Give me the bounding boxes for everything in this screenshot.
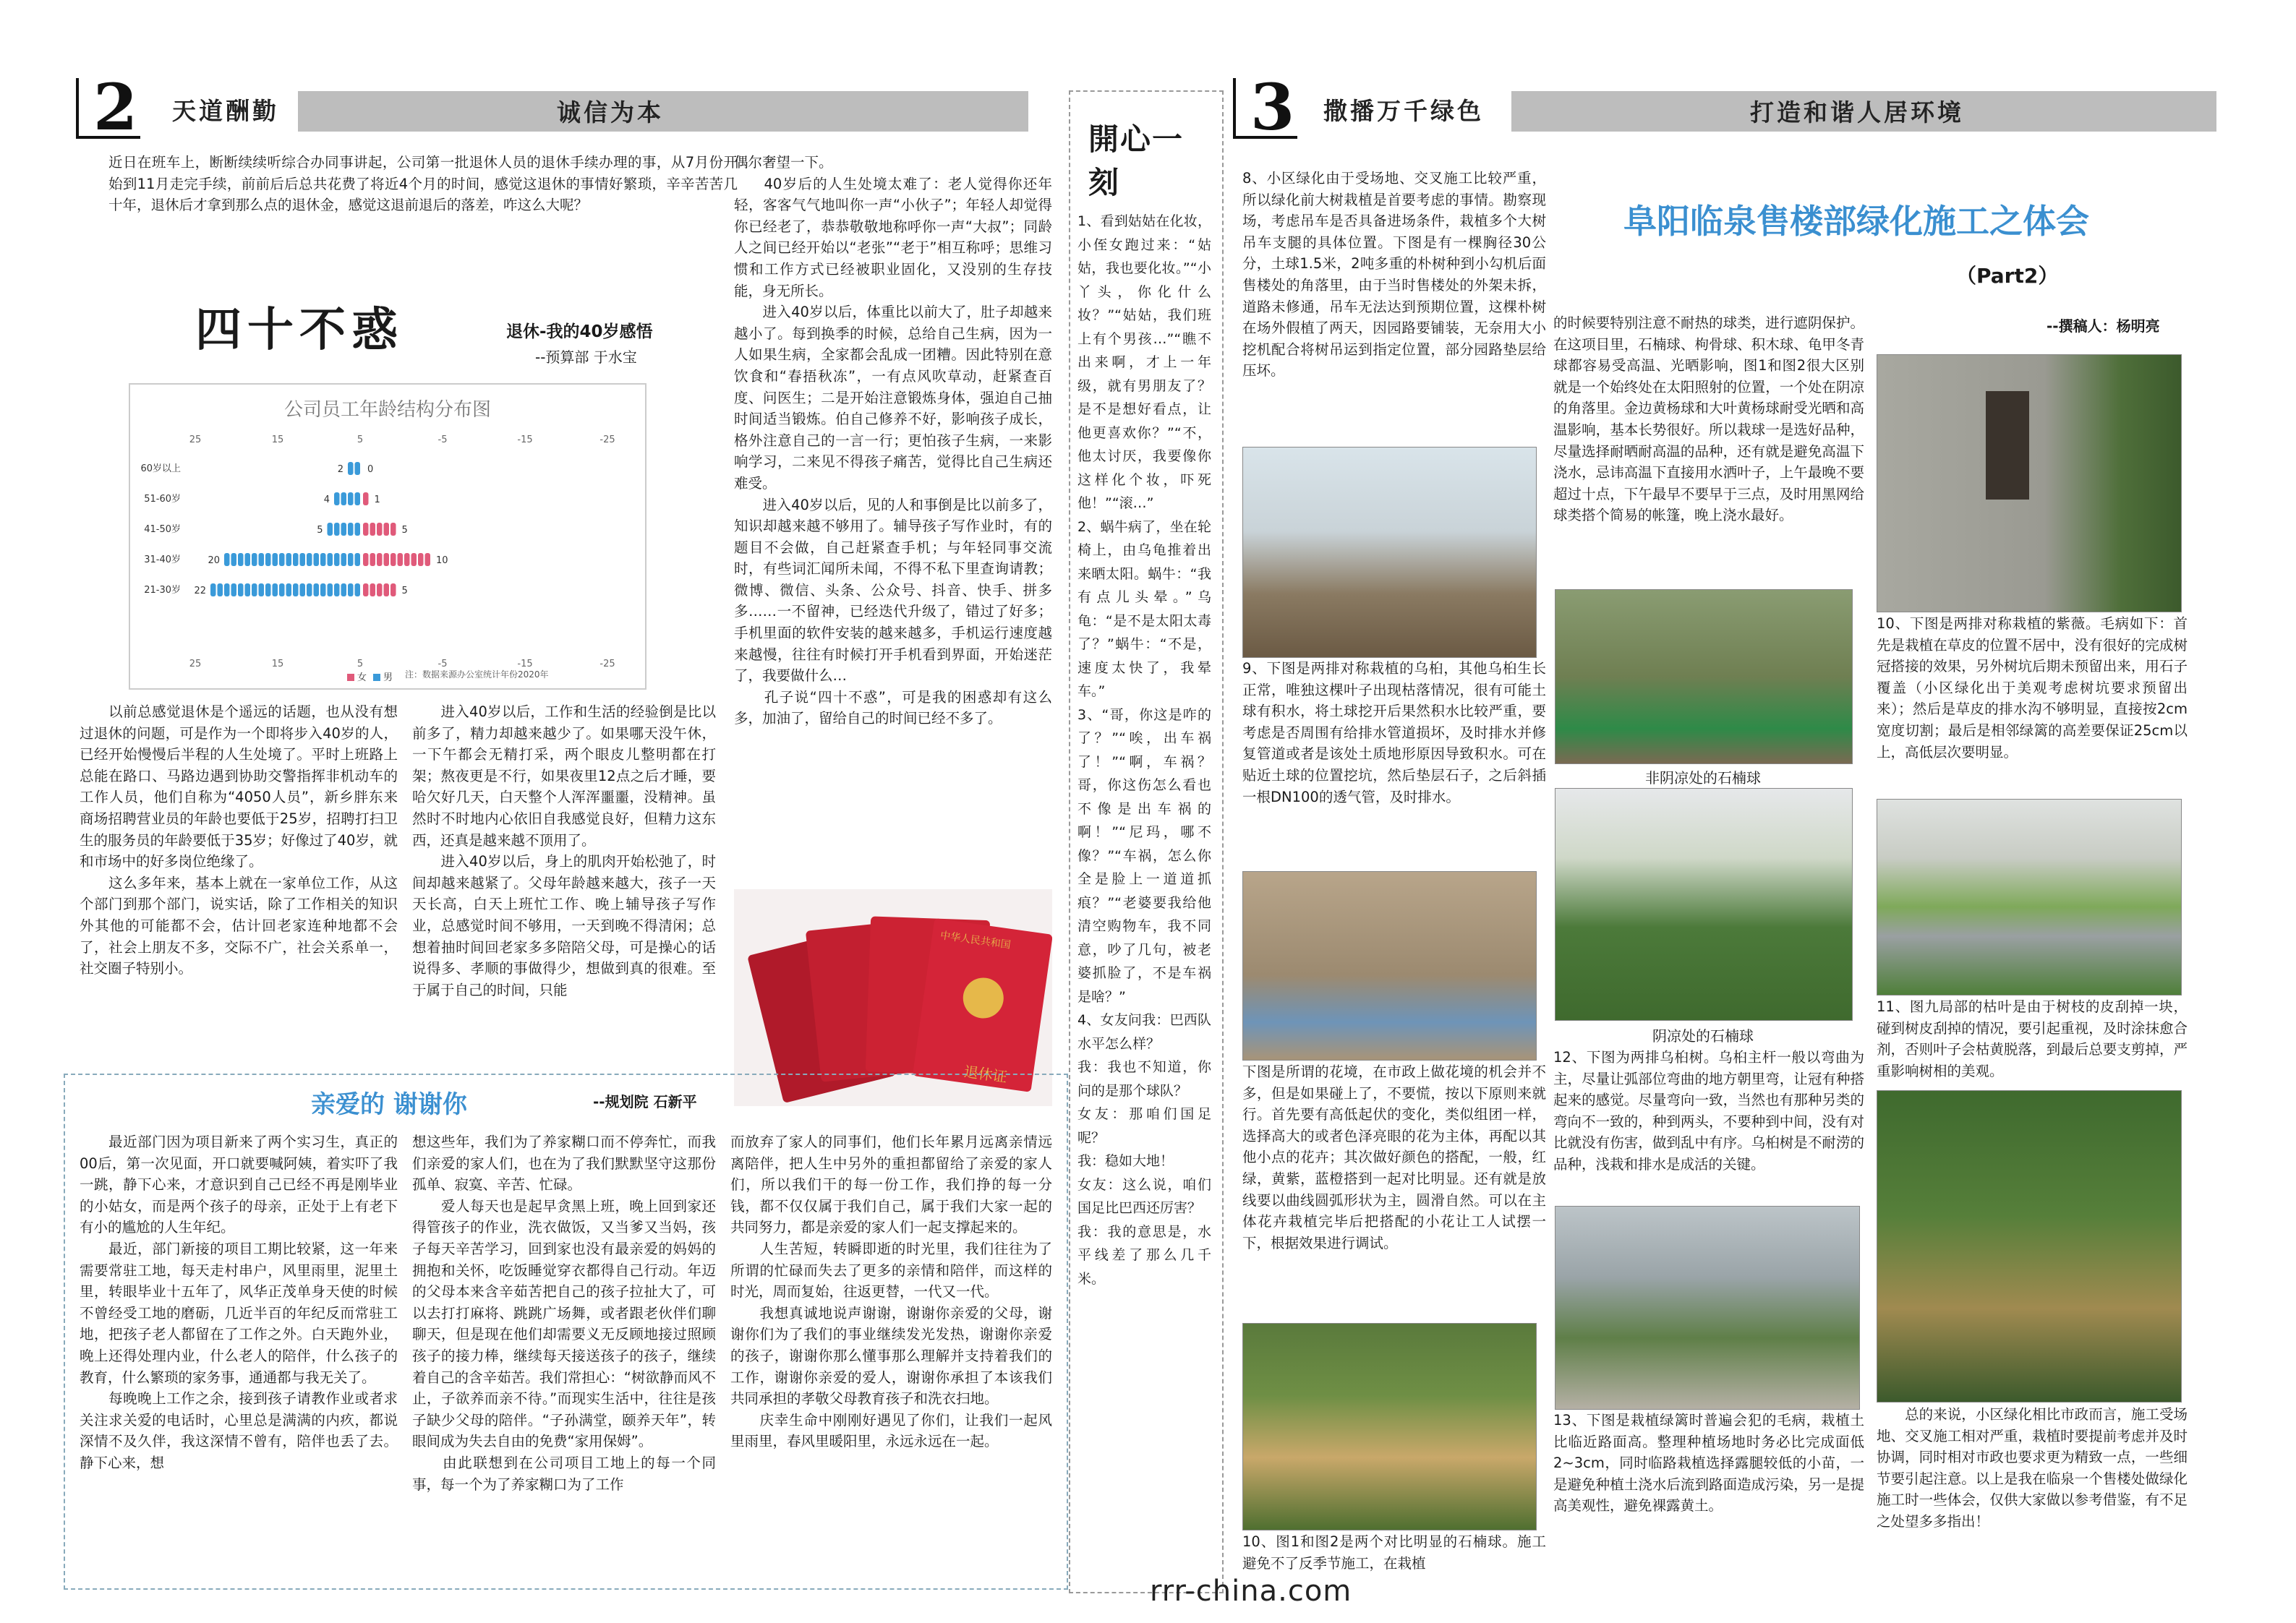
main-title: 阜阳临泉售楼部绿化施工之体会 [1623, 202, 2089, 241]
male-icon [307, 553, 312, 566]
male-icon [314, 583, 320, 596]
tick-label-bottom: 25 [189, 659, 202, 669]
male-icon [293, 553, 299, 566]
thanks-col1: 最近部门因为项目新来了两个实习生，真正的00后，第一次见面，开口就要喊阿姨，着实吓了我一跳，静下心来，才意识到自己已经不再是刚毕业的小姑女，而是两个孩子的母亲，正处于上有老下有小的尴尬的人生年纪。 最近，部门新接的项目工期比较紧，这一年来需要常驻工地，每天走村串户，风里雨里，泥里土里，转眼毕业十五年了，风华正茂单身天使的时候不曾经受工地的磨砺，几近半百的年纪反而常驻工地，把孩子老人都留在了工作之外。白天跑外业，晚上还得处理内业，什么老人的陪伴，什么孩子的教育，什么繁琐的家务事，通通都与我无关了。 每晚晚上工作之余，接到孩子请教作业或者求关注求关爱的电话时，心里总是满满的内疚，都说深情不及久伴，我这深情不曾有，陪伴也丢了去。静下心来，想 [80, 1134, 398, 1471]
page2-col2-top: 偶尔奢望一下。 40岁后的人生处境太难了：老人觉得你还年轻，客客气气地叫你一声“小伙子”；年轻人却觉得你已经老了，恭恭敬敬地称呼你一声“大叔”；同龄人之间已经开始以“老张”“老于”相互称呼；思维习惯和工作方式已经被职业固化，又没别的生存技能，身无所长。 进入40岁以后，体重比以前大了，肚子却越来越小了。每到换季的时候，总给自己生病，因为一人如果生病，全家都会乱成一团糟。因此特别在意饮食和“春捂秋冻”，一有点风吹草动，赶紧查百度、问医生；二是开始注意锻炼身体，强迫自己抽时间适当锻炼。伯自己修养不好，影响孩子成长，格外注意自己的一言一行；更怕孩子生病，一来影响学习，二来见不得孩子痛苦，觉得比自己生病还难受。 进入40岁以后，见的人和事倒是比以前多了，知识却越来越不够用了。辅导孩子写作业时，有的题目不会做，自己赶紧查手机；与年轻同事交流时，有些词汇闻所未闻，不得不私下里查询请教；微博、微信、头条、公众号、抖音、快手、拼多多……一不留神，已经迭代升级了，错过了好多；手机里面的软件安装的越来越多，手机运行速度越来越慢，往往有时候打开手机看到界面，开始迷茫了，我要做什么… 孔子说“四十不惑”，可是我的困惑却有这么多，加油了，留给自己的时间已经不多了。 [734, 154, 1052, 727]
age-group-label: 41-50岁 [144, 524, 181, 535]
page2-motto: 天道酬勤 [172, 97, 279, 125]
photo-tallow-trees [1555, 1206, 1860, 1410]
tick-label-top: -25 [599, 434, 615, 445]
chart-title: 公司员工年龄结构分布图 [283, 399, 491, 421]
photo-drainage-pit [1242, 871, 1537, 1061]
male-icon [348, 462, 354, 475]
joke-body: 1、看到姑姑在化妆，小侄女跑过来：“姑姑，我也要化妆。”“小丫头，你化什么妆？”“姑姑，我们班上有个男孩…”“瞧不出来啊，才上一年级，就有男朋友了？是不是想好看点，让他更喜欢你？”“不，他太讨厌，我要像你这样化个妆，吓死他！”“滚…” 2、蜗牛病了，坐在轮椅上，由乌龟推着出来晒太阳。蜗牛：“我有点儿头晕。”乌龟：“是不是太阳太毒了？”蜗牛：“不是，速度太快了，我晕车。” 3、“哥，你这是咋的了？”“唉，出车祸了！”“啊，车祸？哥，你这伤怎么看也不像是出车祸的啊！”“尼玛，哪不像？”“车祸，怎么你全是脸上一道道抓痕？”“老婆要我给他清空购物车，我不同意，吵了几句，被老婆抓脸了，不是车祸是啥？” 4、女友问我：巴西队水平怎么样？ 我：我也不知道，你问的是那个球队？ 女友：那咱们国足呢？ 我：稳如大地！ 女友：这么说，咱们国足比巴西还厉害？ 我：我的意思是，水平线差了那么几千米。 [1077, 213, 1211, 1287]
female-icon [363, 553, 369, 566]
male-icon [348, 583, 354, 596]
male-count: 2 [337, 464, 343, 475]
male-icon [348, 523, 354, 536]
tick-label-bottom: -25 [599, 659, 615, 669]
male-icon [334, 523, 340, 536]
male-icon [259, 553, 265, 566]
male-icon [224, 553, 230, 566]
male-count: 4 [323, 494, 330, 505]
male-icon [348, 553, 354, 566]
photo-shrub-shade [1555, 788, 1853, 1021]
photo-tree-crane [1242, 447, 1537, 658]
male-icon [320, 583, 326, 596]
page2-col1-body: 以前总感觉退休是个遥远的话题，也从没有想过退休的问题，可是作为一个即将步入40岁的人，已经开始慢慢后半程的人生处境了。平时上班路上总能在路口、马路边遇到协助交警指挥非机动车的工作人员，他们自称为“4050人员”，新乡胖东来商场招聘营业员的年龄也要低于25岁，招聘打扫卫生的服务员的年龄要低于35岁；好像过了40岁，就和市场中的好多岗位绝缘了。 这么多年来，基本上就在一家单位工作，从这个部门到那个部门，说实话，除了工作相关的知识外其他的可能都不会，估计回老家连种地都不会了，社会上朋友不多，交际不广，社会关系单一，社交圈子特别小。 [80, 703, 398, 977]
page3-col1-low: 下图是所谓的花境，在市政上做花境的机会并不多，但是如果碰上了，不要慌，按以下原则来就行。首先要有高低起伏的变化，类似组团一样，选择高大的或者色泽亮眼的花为主体，再配以其他小点的花卉；其次做好颜色的搭配，一般，红绿，黄紫，蓝橙搭到一起对比明显。还有就是放线要以曲线圆弧形状为主，圆滑自然。可以在主体花卉栽植完毕后把搭配的小花让工人试摆一下，根据效果进行调试。 [1242, 1063, 1546, 1251]
female-icon [384, 523, 390, 536]
author: --撰稿人：杨明亮 [2047, 317, 2160, 335]
female-icon [377, 583, 383, 596]
page2-col1b-body: 进入40岁以后，工作和生活的经验倒是比以前多了，精力却越来越少了。如果哪天没午休，一下午都会无精打采，两个眼皮儿整明都在打架；熬夜更是不行，如果夜里12点之后才睡，要哈欠好几天，白天整个人浑浑噩噩，没精神。虽然时不时地内心依旧自我感觉良好，但精力这东西，还真是越来越不顶用了。 进入40岁以后，身上的肌肉开始松弛了，时间却越来越紧了。父母年龄越来越大，孩子一天天长高，白天上班忙工作、晚上辅导孩子写作业，总感觉时间不够用，一天到晚不得清闲；总想着抽时间回老家多多陪陪父母，可是操心的话说得多、孝顺的事做得少，想做到真的很难。至于属于自己的时间，只能 [412, 703, 716, 998]
tick-label-bottom: 5 [357, 659, 364, 669]
photo-lamp-post [1877, 354, 2182, 612]
tick-label-top: 15 [271, 434, 284, 445]
thanks-author: --规划院 石新平 [593, 1093, 697, 1110]
male-icon [355, 523, 361, 536]
female-icon [425, 553, 431, 566]
male-icon [265, 583, 271, 596]
female-icon [391, 583, 396, 596]
female-count: 5 [401, 586, 408, 596]
page3-col3-top: 10、下图是两排对称栽植的紫薇。毛病如下：首先是栽植在草皮的位置不居中，没有很好的完成树冠搭接的效果，另外树坑后期未预留出来，用石子覆盖（小区绿化出于美观考虑树坑要求预留出来）；然后是草皮的排水沟不够明显，直接按2cm宽度切割；最后是相邻绿篱的高差要保证25cm以上，高低层次要明显。 [1877, 615, 2188, 761]
caption-sun: 非阴凉处的石楠球 [1645, 769, 1761, 787]
chart-source: 注：数据来源办公室统计年份2020年 [405, 669, 549, 680]
male-icon [355, 583, 361, 596]
male-icon [279, 583, 285, 596]
male-icon [348, 492, 354, 505]
thanks-title: 亲爱的 谢谢你 [311, 1090, 467, 1119]
male-icon [238, 583, 244, 596]
male-icon [341, 583, 347, 596]
article-author: --预算部 于水宝 [535, 348, 637, 366]
male-icon [341, 523, 347, 536]
male-count: 22 [194, 586, 206, 596]
book-cover-label: 中华人民共和国 [939, 930, 1012, 951]
photo-leaf-damage [1877, 1090, 2182, 1403]
tick-label-bottom: -5 [438, 659, 448, 669]
legend-male-swatch [373, 674, 380, 681]
female-icon [404, 553, 410, 566]
male-icon [224, 583, 230, 596]
male-icon [328, 583, 333, 596]
male-icon [341, 553, 347, 566]
tick-label-top: -5 [438, 434, 448, 445]
male-icon [286, 553, 292, 566]
female-count: 10 [436, 555, 448, 566]
male-icon [307, 583, 312, 596]
male-icon [286, 583, 292, 596]
page2-banner: 诚信为本 [557, 98, 664, 127]
legend-female-swatch [347, 674, 354, 681]
joke-logo: 開心一刻 [1088, 121, 1185, 200]
page3-motto: 撒播万千绿色 [1323, 97, 1484, 125]
lamp-post-shape [1986, 391, 2029, 500]
male-icon [279, 553, 285, 566]
male-icon [355, 462, 361, 475]
tick-label-bottom: 15 [271, 659, 284, 669]
male-icon [328, 553, 333, 566]
page2-number: 2 [93, 69, 138, 145]
watermark: rrr-china.com [1150, 1575, 1352, 1608]
age-group-label: 51-60岁 [144, 494, 181, 505]
female-icon [398, 553, 404, 566]
age-group-label: 21-30岁 [144, 585, 181, 596]
female-icon [377, 553, 383, 566]
male-icon [355, 492, 361, 505]
age-chart [129, 383, 646, 690]
page3-col1-top: 8、小区绿化由于受场地、交叉施工比较严重，所以绿化前大树栽植是首要考虑的事情。勘察现场，考虑吊车是否具备进场条件，栽植多个大树吊车支腿的具体位置。下图是有一棵胸径30公分，土球1.5米，2吨多重的朴树种到小勾机后面售楼处的角落里，由于当时售楼处的外架未拆，道路未修通，吊车无法达到预期位置，这棵朴树在场外假植了两天，因园路要铺装，无奈用大小挖机配合将树吊运到指定位置，部分园路垫层给压坏。 [1242, 170, 1546, 380]
female-icon [363, 583, 369, 596]
age-group-label: 31-40岁 [144, 554, 181, 565]
page3-number: 3 [1250, 69, 1295, 145]
male-icon [328, 523, 333, 536]
tick-label-top: 5 [357, 434, 364, 445]
photo-shrub-sun [1555, 589, 1853, 764]
male-icon [273, 553, 278, 566]
male-icon [259, 583, 265, 596]
page3-col2-top: 的时候要特别注意不耐热的球类，进行遮阴保护。在这项目里，石楠球、枸骨球、积木球、龟甲冬青球都容易受高温、光晒影响，图1和图2很大区别就是一个始终处在太阳照射的位置，一个处在阴凉的角落里。金边黄杨球和大叶黄杨球耐受光晒和高温影响，基本长势很好。所以栽球一是选好品种，尽量选择耐晒耐高温的品种，还有就是避免高温下浇水，忌讳高温下直接用水洒叶子，上午最晚不要超过十点，下午最早不要早于三点，及时用黑网给球类搭个简易的帐篷，晚上浇水最好。 [1553, 314, 1864, 524]
female-icon [370, 523, 376, 536]
tick-label-bottom: -15 [517, 659, 533, 669]
page3-col2-low: 13、下图是栽植绿篱时普遍会犯的毛病，栽植土比临近路面高。整理种植场地时务必比完成面低2~3cm，同时临路栽植选择露腿较低的小苗，一是避免种植土浇水后流到路面造成污染，另一是提高美观性，避免裸露黄土。 [1553, 1412, 1864, 1515]
male-icon [300, 583, 306, 596]
male-icon [218, 583, 223, 596]
male-count: 5 [317, 525, 323, 536]
male-icon [300, 553, 306, 566]
male-count: 20 [208, 555, 220, 566]
page3-col2-mid: 12、下图为两排乌桕树。乌桕主杆一般以弯曲为主，尽量让弧部位弯曲的地方朝里弯，让冠有种搭起来的感觉。尽量弯向一致，当然也有那种另类的弯向不一致的，种到两头，不要种到中间，没有对比就没有伤害，做到乱中有序。乌桕树是不耐涝的品种，浅栽和排水是成活的关键。 [1553, 1049, 1864, 1173]
chart-plot [130, 385, 645, 688]
legend-female: 女 [357, 672, 367, 683]
female-icon [363, 523, 369, 536]
calligraphy-title: 四十不惑 [195, 303, 404, 357]
male-icon [334, 583, 340, 596]
male-icon [245, 553, 251, 566]
male-icon [334, 553, 340, 566]
male-icon [320, 553, 326, 566]
female-icon [384, 583, 390, 596]
female-icon [418, 553, 424, 566]
female-icon [370, 553, 376, 566]
male-icon [341, 492, 347, 505]
tick-label-top: -15 [517, 434, 533, 445]
male-icon [314, 553, 320, 566]
male-icon [293, 583, 299, 596]
photo-crape-myrtle [1877, 799, 2182, 995]
female-icon [377, 523, 383, 536]
male-icon [238, 553, 244, 566]
male-icon [265, 553, 271, 566]
caption-shade: 阴凉处的石楠球 [1652, 1027, 1754, 1045]
female-icon [411, 553, 417, 566]
legend-male: 男 [383, 672, 393, 683]
page3-number-box [1233, 69, 1297, 145]
female-icon [370, 583, 376, 596]
female-count: 5 [401, 525, 408, 536]
male-icon [355, 553, 361, 566]
book-label: 退休证 [963, 1062, 1009, 1087]
article-title: 退休-我的40岁感悟 [506, 322, 653, 341]
thanks-col3: 而放弃了家人的同事们，他们长年累月远离亲情远离陪伴，把人生中另外的重担都留给了亲爱的家人们，所以我们干的每一份工作，我们挣的每一分钱，都不仅仅属于我们自己，属于我们大家一起的共同努力，都是亲爱的家人们一起支撑起来的。 人生苦短，转瞬即逝的时光里，我们往往为了所谓的忙碌而失去了更多的亲情和陪伴，而这样的时光，周而复始，往返更替，一代又一代。 我想真诚地说声谢谢，谢谢你亲爱的父母，谢谢你们为了我们的事业继续发光发热，谢谢你亲爱的孩子，谢谢你那么懂事那么理解并支持着我们的工作，谢谢你亲爱的爱人，谢谢你承担了本该我们共同承担的孝敬父母教育孩子和洗衣扫地。 庆幸生命中刚刚好遇见了你们，让我们一起风里雨里，春风里暖阳里，永远永远在一起。 [730, 1134, 1052, 1450]
male-icon [273, 583, 278, 596]
male-icon [231, 553, 237, 566]
female-count: 0 [367, 464, 374, 475]
tick-label-top: 25 [189, 434, 202, 445]
thanks-col2: 想这些年，我们为了养家糊口而不停奔忙，而我们亲爱的家人们，也在为了我们默默坚守这那份孤单、寂寞、辛苦、忙碌。 爱人每天也是起早贪黑上班，晚上回到家还得管孩子的作业，洗衣做饭，又当爹又当妈，孩子每天辛苦学习，回到家也没有最亲爱的妈妈的拥抱和关怀，吃饭睡觉穿衣都得自己行动。年迈的父母本来含辛茹苦把自己的孩子拉扯大了，可以去打打麻将、跳跳广场舞，或者跟老伙伴们聊聊天，但是现在他们却需要义无反顾地接过照顾孩子的接力棒，继续每天接送孩子的孩子，继续着自己的含辛茹苦。我们常担心：“树欲静而风不止，子欲养而亲不待。”而现实生活中，往往是孩子缺少父母的陪伴。“子孙满堂，颐养天年”，转眼间成为失去自由的免费“家用保姆”。 由此联想到在公司项目工地上的每一个同事，每一个为了养家糊口为了工作 [412, 1134, 716, 1493]
male-icon [231, 583, 237, 596]
page3-col3-end: 总的来说，小区绿化相比市政而言，施工受场地、交叉施工相对严重，栽植时要提前考虑并及时协调，同时相对市政也要求更为精致一点，一些细节要引起注意。以上是我在临泉一个售楼处做绿化施工时一些体会，仅供大家做以参考借鉴，有不足之处望多多指出！ [1877, 1406, 2188, 1530]
female-icon [391, 553, 396, 566]
female-icon [391, 523, 396, 536]
female-icon [363, 492, 369, 505]
male-icon [252, 553, 257, 566]
page3-col1-mid: 9、下图是两排对称栽植的乌桕，其他乌桕生长正常，唯独这棵叶子出现枯落情况，很有可能土球有积水，将土球挖开后果然积水比较严重，要考虑是否周围有给排水管道损坏，及时排水并修复管道或者是该处土质地形原因导致积水。可在贴近土球的位置挖坑，然后垫层石子，之后斜插一根DN100的透气管，及时排水。 [1242, 660, 1546, 805]
page2-number-box [76, 69, 140, 145]
photo-flower-border [1242, 1323, 1537, 1530]
female-icon [384, 553, 390, 566]
male-icon [210, 583, 216, 596]
page2-intro: 近日在班车上，断断续续听综合办同事讲起，公司第一批退休人员的退休手续办理的事，从7月份开始到11月走完手续，前前后后总共花费了将近4个月的时间，感觉这退休的事情好繁琐，辛辛苦苦几十年，退休后才拿到那么点的退休金，感觉这退前退后的落差，咋这么大呢？ [108, 154, 738, 214]
male-icon [252, 583, 257, 596]
page3-banner: 打造和谐人居环境 [1750, 98, 1964, 127]
female-count: 1 [374, 494, 380, 505]
male-icon [334, 492, 340, 505]
age-group-label: 60岁以上 [140, 463, 181, 474]
subtitle: （Part2） [1956, 264, 2059, 288]
male-icon [245, 583, 251, 596]
page3-col3-mid: 11、图九局部的枯叶是由于树枝的皮刮掉一块，碰到树皮刮掉的情况，要引起重视，及时涂抹愈合剂，否则叶子会枯黄脱落，到最后总要支剪掉，严重影响树相的美观。 [1877, 998, 2188, 1079]
page3-col1-end: 10、图1和图2是两个对比明显的石楠球。施工避免不了反季节施工，在栽植 [1242, 1533, 1546, 1572]
